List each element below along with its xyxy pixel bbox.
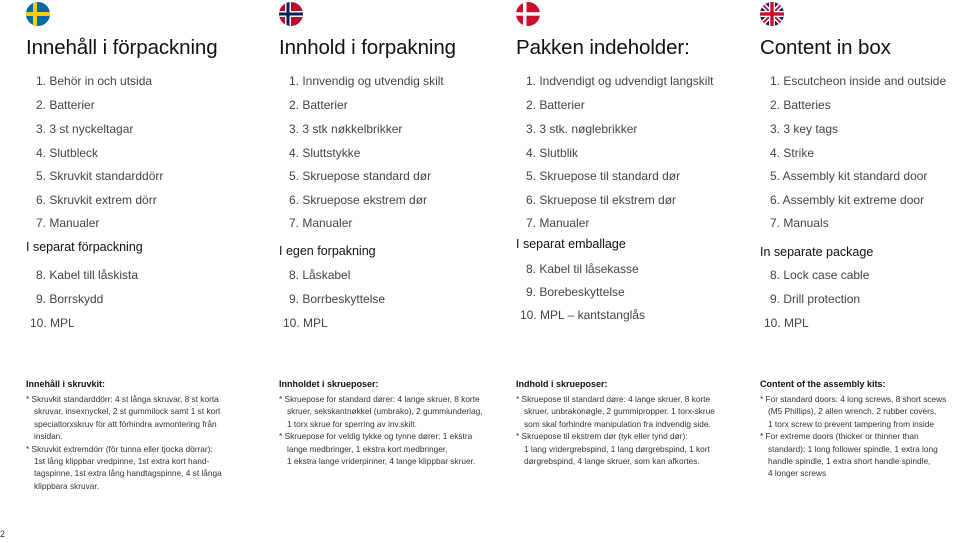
page-number: 2 <box>0 529 6 539</box>
list-item: 2. Batterier <box>289 98 348 112</box>
list-item: 9. Borrskydd <box>36 292 104 306</box>
kit-line: (M5 Phillips), 2 allen wrench, 2 rubber covers, <box>768 406 937 417</box>
kit-title: Content of the assembly kits: <box>760 379 886 389</box>
kit-line: * Skruepose til standard døre: 4 lange skruer, 8 korte <box>516 394 711 404</box>
kit-line: skruer, unbrakonøgle, 2 gummipropper. 1 torx-skrue <box>524 406 715 417</box>
kit-line: 1 torx skrue for sperring av inv.skilt. <box>287 418 417 429</box>
kit-line: * Skruepose til ekstrem dør (tyk eller tynd dør): <box>516 431 688 442</box>
kit-line: 1 lang vridergrebspind, 1 lang dørgrebspind, 1 kort <box>524 443 710 454</box>
list-item: 10. MPL <box>764 316 809 330</box>
kit-title: Innholdet i skrueposer: <box>279 379 379 389</box>
list-item: 4. Strike <box>770 146 815 160</box>
section-heading: In separate package <box>760 245 874 259</box>
kit-line: 1st lång klippbar vredpinne, 1st extra kort hand- <box>34 456 210 467</box>
kit-line: * For extreme doors (thicker or thinner than <box>760 431 919 442</box>
list-item: 9. Borebeskyttelse <box>526 285 625 299</box>
list-item: 3. 3 st nyckeltagar <box>36 122 134 136</box>
list-item: 2. Batterier <box>36 98 95 112</box>
list-item: 3. 3 stk nøkkelbrikker <box>289 122 403 136</box>
list-item: 8. Låskabel <box>289 268 351 282</box>
kit-line: 1 torx screw to prevent tampering from inside <box>768 418 935 429</box>
list-item: 5. Assembly kit standard door <box>770 169 928 183</box>
section-heading: I separat förpackning <box>26 240 143 254</box>
list-item: 1. Escutcheon inside and outside <box>770 74 947 88</box>
section-heading: I egen forpakning <box>279 244 376 258</box>
list-item: 4. Slutblik <box>526 146 579 160</box>
kit-line: dørgrebspind, 4 lange skruer, som kan afkortes. <box>524 456 700 467</box>
page-title: Innhold i forpakning <box>279 36 456 59</box>
kit-description <box>516 393 746 467</box>
list-item: 6. Assembly kit extreme door <box>770 193 925 207</box>
kit-line: * Skruvkit standarddörr: 4 st långa skruvar, 8 st korta <box>26 394 219 404</box>
kit-line: * Skruvkit extremdörr (för tunna eller tjocka dörrar): <box>26 443 213 454</box>
kit-description <box>279 393 504 467</box>
uk-flag-icon <box>760 2 784 26</box>
list-item: 10. MPL <box>30 316 75 330</box>
list-item: 2. Batterier <box>526 98 585 112</box>
list-item: 8. Lock case cable <box>770 268 870 282</box>
list-item: 4. Slutbleck <box>36 146 99 160</box>
list-item: 10. MPL – kantstanglås <box>520 308 645 322</box>
kit-line: * Skruepose for standard dører: 4 lange skruer, 8 korte <box>279 394 480 404</box>
kit-line: specialtorxskruv för att förhindra avmontering från <box>34 418 217 429</box>
column-danish <box>516 0 741 543</box>
kit-line: tagspinne, 1st extra lång handtagspinne, 4 st långa <box>34 468 222 479</box>
list-item: 1. Innvendig og utvendig skilt <box>289 74 444 88</box>
column-norwegian <box>279 0 504 543</box>
kit-line: skruvar, insexnyckel, 2 st gummilock samt 1 st kort <box>34 406 221 417</box>
kit-line: insidan. <box>34 431 63 442</box>
denmark-flag-icon <box>516 2 540 26</box>
page-title: Innehåll i förpackning <box>26 36 218 59</box>
list-item: 7. Manualer <box>36 216 100 230</box>
list-item: 7. Manualer <box>289 216 353 230</box>
kit-line: standard): 1 long follower spindle, 1 extra long <box>768 443 938 454</box>
list-item: 6. Skruepose til ekstrem dør <box>526 193 677 207</box>
list-item: 2. Batteries <box>770 98 831 112</box>
kit-title: Indhold i skrueposer: <box>516 379 608 389</box>
section-heading: I separat emballage <box>516 237 626 251</box>
column-english <box>760 0 960 543</box>
kit-description <box>26 393 241 492</box>
list-item: 5. Skruvkit standarddörr <box>36 169 164 183</box>
list-item: 5. Skruepose standard dør <box>289 169 432 183</box>
kit-line: * For standard doors: 4 long screws, 8 short scews <box>760 394 947 404</box>
kit-line: handle spindle, 1 extra short handle spindle, <box>768 456 931 467</box>
list-item: 8. Kabel till låskista <box>36 268 139 282</box>
list-item: 3. 3 stk. nøglebrikker <box>526 122 638 136</box>
list-item: 9. Borrbeskyttelse <box>289 292 386 306</box>
norway-flag-icon <box>279 2 303 26</box>
list-item: 3. 3 key tags <box>770 122 839 136</box>
sweden-flag-icon <box>26 2 50 26</box>
page-title: Pakken indeholder: <box>516 36 690 59</box>
kit-line: skruer, sekskantnøkkel (umbrako), 2 gummiunderlag, <box>287 406 483 417</box>
list-item: 9. Drill protection <box>770 292 861 306</box>
list-item: 4. Sluttstykke <box>289 146 361 160</box>
kit-line: * Skruepose for veldig tykke og tynne dører: 1 ekstra <box>279 431 473 442</box>
list-item: 1. Behör in och utsida <box>36 74 153 88</box>
list-item: 1. Indvendigt og udvendigt langskilt <box>526 74 714 88</box>
page-title: Content in box <box>760 36 891 59</box>
column-swedish <box>26 0 251 543</box>
list-item: 8. Kabel til låsekasse <box>526 262 639 276</box>
list-item: 5. Skruepose til standard dør <box>526 169 681 183</box>
kit-line: lange medbringer, 1 ekstra kort medbringer, <box>287 443 448 454</box>
kit-description <box>760 393 955 480</box>
kit-title: Innehåll i skruvkit: <box>26 379 106 389</box>
list-item: 6. Skruepose ekstrem dør <box>289 193 428 207</box>
list-item: 6. Skruvkit extrem dörr <box>36 193 157 207</box>
kit-line: klippbara skruvar. <box>34 480 100 491</box>
list-item: 7. Manualer <box>526 216 590 230</box>
kit-line: som skal forhindre manipulation fra indvendig side. <box>524 418 711 429</box>
kit-line: 1 ekstra lange vriderpinner, 4 lange klippbar skruer. <box>287 456 476 467</box>
list-item: 7. Manuals <box>770 216 829 230</box>
list-item: 10. MPL <box>283 316 328 330</box>
kit-line: 4 longer screws <box>768 468 827 479</box>
